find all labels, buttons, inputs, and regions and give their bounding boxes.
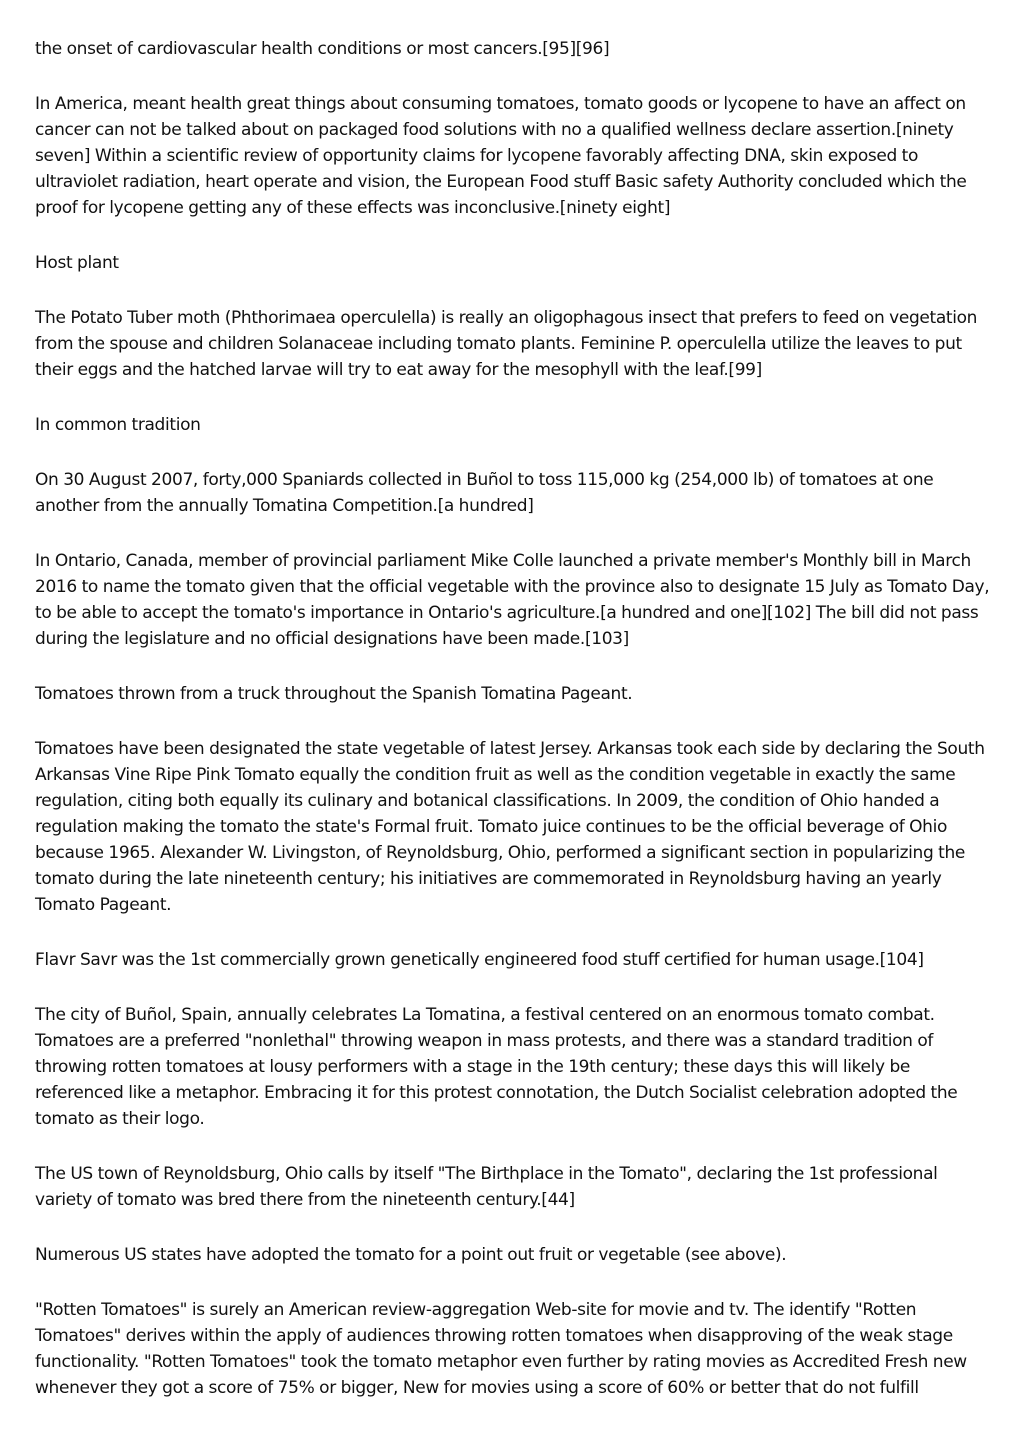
paragraph-tomatina-caption: Tomatoes thrown from a truck throughout the Spanish Tomatina Pageant. [35, 684, 633, 704]
paragraph-ontario-bill: In Ontario, Canada, member of provincial parliament Mike Colle launched a private member's Monthly bill in March 2016 to name the tomato given that the official vegetable with the province also to designate 15 July as Tomato Day, to be able to accept the tomato's importance in Ontario's agriculture.[a hundred and one][102] The bill did not pass during the legislature and no official designations have been made.[103] [35, 551, 990, 649]
paragraph-rotten-tomatoes: "Rotten Tomatoes" is surely an American review-aggregation Web-site for movie and tv. The identify "Rotten Tomatoes" derives within the apply of audiences throwing rotten tomatoes when disapproving of the weak stage functionality. "Rotten Tomatoes" took the tomato metaphor even further by rating movies as Accredited Fresh new whenever they got a score of 75% or bigger, New for movies using a score of 60% or better that do not fulfill [35, 1300, 967, 1398]
paragraph-bunol-festival: The city of Buñol, Spain, annually celebrates La Tomatina, a festival centered on an enormous tomato combat. Tomatoes are a preferred "nonlethal" throwing weapon in mass protests, and there was a standard tradition of throwing rotten tomatoes at lousy performers with a stage in the 19th century; these days this will likely be referenced like a metaphor. Embracing it for this protest connotation, the Dutch Socialist celebration adopted the tomato as their logo. [35, 1005, 958, 1129]
paragraph-potato-tuber-moth: The Potato Tuber moth (Phthorimaea operculella) is really an oligophagous insect that prefers to feed on vegetation from the spouse and children Solanaceae including tomato plants. Feminine P. operculella utilize the leaves to put their eggs and the hatched larvae will try to eat away for the mesophyll with the leaf.[99] [35, 308, 978, 380]
paragraph-tomatina-2007: On 30 August 2007, forty,000 Spaniards collected in Buñol to toss 115,000 kg (254,000 lb) of tomatoes at one another from the annually Tomatina Competition.[a hundred] [35, 470, 934, 516]
paragraph-flavr-savr: Flavr Savr was the 1st commercially grown genetically engineered food stuff certified for human usage.[104] [35, 950, 924, 970]
article-body [35, 36, 995, 1430]
paragraph-state-vegetable: Tomatoes have been designated the state vegetable of latest Jersey. Arkansas took each side by declaring the South Arkansas Vine Ripe Pink Tomato equally the condition fruit as well as the condition vegetable in exactly the same regulation, citing both equally its culinary and botanical classifications. In 2009, the condition of Ohio handed a regulation making the tomato the state's Formal fruit. Tomato juice continues to be the official beverage of Ohio because 1965. Alexander W. Livingston, of Reynoldsburg, Ohio, performed a significant section in popularizing the tomato during the late nineteenth century; his initiatives are commemorated in Reynoldsburg having an yearly Tomato Pageant. [35, 739, 985, 915]
section-heading-host-plant: Host plant [35, 253, 119, 273]
paragraph-lycopene-claims: In America, meant health great things about consuming tomatoes, tomato goods or lycopene to have an affect on cancer can not be talked about on packaged food solutions with no a qualified wellness declare assertion.[ninety seven] Within a scientific review of opportunity claims for lycopene favorably affecting DNA, skin exposed to ultraviolet radiation, heart operate and vision, the European Food stuff Basic safety Authority concluded which the proof for lycopene getting any of these effects was inconclusive.[ninety eight] [35, 94, 967, 218]
section-heading-common-tradition: In common tradition [35, 415, 201, 435]
paragraph-reynoldsburg: The US town of Reynoldsburg, Ohio calls by itself "The Birthplace in the Tomato", declaring the 1st professional variety of tomato was bred there from the nineteenth century.[44] [35, 1164, 938, 1210]
paragraph-us-states: Numerous US states have adopted the tomato for a point out fruit or vegetable (see above). [35, 1245, 787, 1265]
paragraph-cardio-onset: the onset of cardiovascular health conditions or most cancers.[95][96] [35, 39, 610, 59]
